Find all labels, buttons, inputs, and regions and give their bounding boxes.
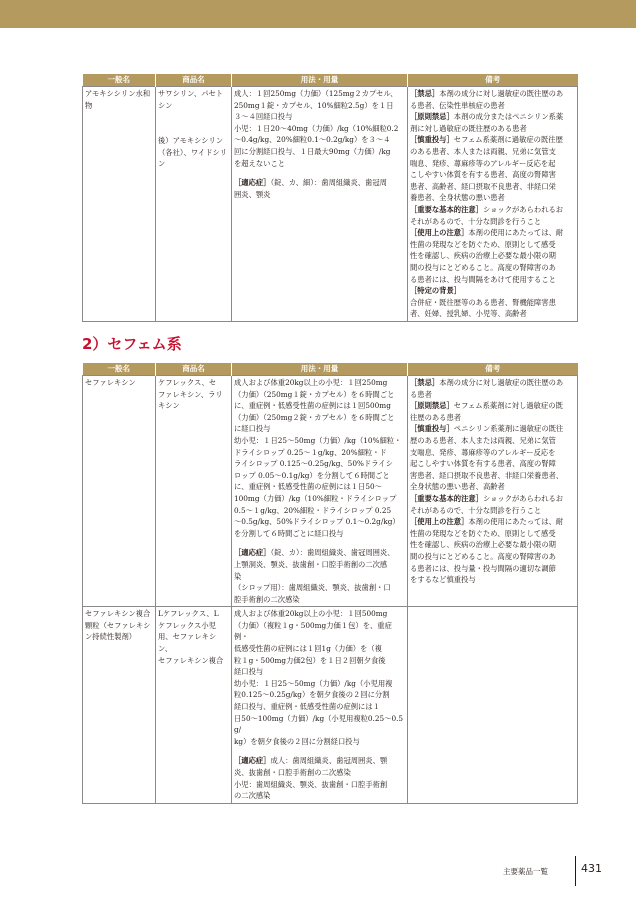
cell-line: セファレキシン複合 [158,655,224,665]
cell-line: 性菌の発現などを防ぐため、原則として感受 [410,528,556,538]
cell-line [234,539,405,547]
cell-line: 害患者、経口摂取不良患者、非経口栄養患者、 [410,470,564,480]
cell-line: に、重症例・低感受性菌の症例には１日50～ [234,482,382,492]
cell-line: ～0.4g/kg、20%細粒0.1～0.2g/kg）を３～４ [234,135,391,145]
cell-line: ［重要な基本的注意］ショックがあらわれるお [410,493,564,503]
cell-generic-name [83,87,156,322]
cell-line: ン持続性製剤） [85,632,137,642]
top-color-band [0,0,636,28]
cell-line: ［禁忌］本剤の成分に対し過敏症の既往歴のあ [410,89,564,98]
cell-line: アモキシシリン水和 [85,89,151,98]
cell-line: 歴のある患者、本人または両親、兄弟に気管 [410,435,556,445]
cell-line: ３～４回経口投与 [234,112,293,122]
cell-line: ロップ 0.05～0.1g/kg）を分割して６時間ごと [234,470,390,480]
cell-line: 用、セファレキシン、 [158,632,217,654]
cell-remarks [408,376,578,607]
cell-line: 養患者、全身状態の悪い患者 [410,193,505,203]
cell-remarks [408,607,578,804]
cell-line: 小児：１日20～40mg（力価）/kg（10%細粒0.2 [234,123,399,133]
cell-line: 喘息、発疹、蕁麻疹等のアレルギー反応を起 [410,158,556,168]
cell-line: 囲炎、顎炎 [234,189,271,199]
cell-line: 全身状態の悪い患者、高齢者 [410,482,505,492]
cell-line: ［使用上の注意］本剤の使用にあたっては、耐 [410,517,564,527]
cell-line: ［原則禁忌］本剤の成分またはペニシリン系薬 [410,112,564,122]
cell-line: 性を確認し、疾病の治療上必要な最小限の期 [410,251,556,261]
cell-line: ［禁忌］本剤の成分に対し過敏症の既往歴のあ [410,378,564,387]
cell-brand-name [156,87,232,322]
cell-line: こしやすい体質を有する患者、高度の腎障害 [410,170,556,180]
cell-line: キシン [158,401,180,411]
drug-table-cephem [82,363,578,804]
cell-line: 250mg１錠・カプセル、10%細粒2.5g）を１日 [234,100,394,110]
cell-line: 間の投与にとどめること。高度の腎障害のあ [410,262,556,272]
page-number: 431 [581,862,602,875]
cell-line: 粒１g・500mg力価2包）を１日２回朝夕食後 [234,655,386,665]
cell-dosage [232,87,408,322]
header-dosage: 用法・用量 [232,363,408,376]
cell-brand-name [156,607,232,804]
cell-line: ［適応症］成人：歯周組織炎、歯冠周囲炎、顎 [234,756,388,766]
cell-line: ライシロップ 0.125～0.25g/kg、50%ドライシ [234,459,393,469]
cell-line: 剤に対し過敏症の既往歴のある患者 [410,123,527,133]
cell-line: ［原則禁忌］セフェム系薬剤に対し過敏症の既 [410,401,563,411]
table-row [83,607,578,804]
cell-line: る患者 [410,389,432,399]
cell-line: kg）を朝夕食後の２回に分割経口投与 [234,736,360,746]
cell-line: に、重症例・低感受性菌の症例には１回500mg [234,401,391,411]
header-remarks: 備考 [408,74,578,87]
header-dosage: 用法・用量 [232,74,408,87]
cell-line: をするなど慎重投与 [410,575,476,585]
cell-line: ［適応症］（錠、カ）：歯周組織炎、歯冠周囲炎、 [234,548,395,558]
table-row [83,376,578,607]
cell-line: 回に分割経口投与、１日最大90mg（力価）/kg [234,146,391,156]
cell-line: 性菌の発現などを防ぐため、原則として感受 [410,239,556,249]
cell-line: 後）アモキシシリン [158,136,224,146]
cell-line: シン [158,100,173,110]
cell-line: 経口投与 [234,667,264,677]
cell-line: 染 [234,571,242,581]
cell-line: ドライシロップ 0.25～１g/kg、20%細粒・ド [234,447,387,457]
cell-line: 炎、抜歯創・口腔手術創の二次感染 [234,768,351,777]
cell-line: ン [158,159,166,169]
cell-line: のある患者、本人または両親、兄弟に気管支 [410,146,556,156]
cell-line: ［適応症］（錠、カ、細）：歯周組織炎、歯冠周 [234,178,387,188]
cell-line: 幼小児：１日25～50mg（力価）/kg（小児用複 [234,678,393,688]
cell-line [158,111,229,119]
cell-line: 者、妊婦、授乳婦、小児等、高齢者 [410,309,527,319]
cell-dosage [232,607,408,804]
footer-divider [575,856,576,886]
header-brand-name: 商品名 [156,363,232,376]
footer-label: 主要薬品一覧 [503,867,548,876]
cell-line: 上顎洞炎、顎炎、抜歯創・口腔手術創の二次感 [234,559,388,569]
table-row [83,87,578,322]
cell-line: 小児：歯周組織炎、顎炎、抜歯創・口腔手術創 [234,779,388,789]
cell-dosage [232,376,408,607]
cell-line: 100mg（力価）/kg（10%細粒・ドライシロップ [234,493,397,503]
cell-line: 粒0.125～0.25g/kg）を朝夕食後の２回に分割 [234,690,390,700]
cell-line: を分割して６時間ごとに経口投与 [234,528,344,538]
cell-line: 顆粒（セファレキシ [85,620,151,630]
cell-line: 性を確認し、疾病の治療上必要な最小限の期 [410,540,556,550]
header-brand-name: 商品名 [156,74,232,87]
cell-line: それがあるので、十分な問診を行うこと [410,216,542,226]
header-remarks: 備考 [408,363,578,376]
cell-line: それがあるので、十分な問診を行うこと [410,505,542,515]
cell-line: を超えないこと [234,158,286,168]
cell-line: 物 [85,100,93,110]
cell-line: （各社）、ワイドシリ [158,147,228,157]
cell-line: 成人：１回250mg（力価）（125mg２カプセル、 [234,89,398,98]
cell-line: セファレキシン [85,378,136,387]
cell-line: Lケフレックス、L [158,609,219,619]
cell-line: 幼小児：１日25～50mg（力価）/kg（10%細粒・ [234,435,402,445]
cell-line: セファレキシン複合 [85,609,151,619]
cell-line: る患者、伝染性単核症の患者 [410,100,505,110]
cell-brand-name [156,376,232,607]
cell-generic-name [83,607,156,804]
cell-remarks [408,87,578,322]
section-title-cephem: 2）セフェム系 [82,335,182,353]
cell-line [234,169,405,177]
cell-line [158,127,229,135]
cell-line: ［特定の背景］ [410,286,462,296]
cell-line: 支喘息、発疹、蕁麻疹等のアレルギー反応を [410,447,556,457]
header-generic-name: 一般名 [83,363,156,376]
cell-line: る患者には、投与間隔をあけて使用すること [410,274,556,284]
cell-line: 低感受性菌の症例には１回1g（力価）を（複 [234,644,382,654]
cell-line: ファレキシン、ラリ [158,389,223,399]
cell-line: 日50～100mg（力価）/kg（小児用複粒0.25～0.5g/ [234,713,404,735]
table-header-row [83,363,578,376]
table-header-row [83,74,578,87]
cell-line: 往歴のある患者 [410,412,462,422]
cell-line: ［慎重投与］セフェム系薬剤に過敏症の既往歴 [410,135,563,145]
cell-generic-name [83,376,156,607]
cell-line: ケフレックス、セ [158,378,217,387]
cell-line: サワシリン、パセト [158,89,224,98]
drug-table-penicillin [82,74,578,322]
cell-line: ［慎重投与］ペニシリン系薬剤に過敏症の既往 [410,424,564,434]
header-generic-name: 一般名 [83,74,156,87]
cell-line: 患者、高齢者、経口摂取不良患者、非経口栄 [410,181,556,191]
cell-line: 0.5～１g/kg、20%細粒・ドライシロップ 0.25 [234,505,392,515]
cell-line: （力価）（250mg２錠・カプセル）を６時間ごと [234,412,395,422]
cell-line: （力価）（250mg１錠・カプセル）を６時間ごと [234,389,395,399]
cell-line: 経口投与、重症例・低感受性菌の症例には１ [234,702,380,712]
cell-line: に経口投与 [234,424,271,434]
cell-line [158,119,229,127]
cell-line: 合併症・既往歴等のある患者、腎機能障害患 [410,297,556,307]
cell-line: 成人および体重20kg以上の小児：１回500mg [234,609,388,619]
cell-line: （力価）（複粒１g・500mg力価１包）を、重症例・ [234,620,392,642]
cell-line: ［使用上の注意］本剤の使用にあたっては、耐 [410,228,564,238]
cell-line: 間の投与にとどめること。高度の腎障害のあ [410,551,556,561]
cell-line: ～0.5g/kg、50%ドライシロップ 0.1～0.2g/kg） [234,517,400,527]
cell-line [234,747,405,755]
cell-line: の二次感染 [234,791,271,801]
cell-line: ［重要な基本的注意］ショックがあらわれるお [410,204,564,214]
cell-line: ケフレックス小児 [158,620,216,630]
cell-line: る患者には、投与量・投与間隔の適切な調節 [410,563,556,573]
cell-line: 起こしやすい体質を有する患者、高度の腎障 [410,459,556,469]
cell-line: 成人および体重20kg以上の小児：１回250mg [234,378,388,387]
cell-line: （シロップ用）：歯周組織炎、顎炎、抜歯創・口 [234,583,391,593]
cell-line: 腔手術創の二次感染 [234,594,300,604]
